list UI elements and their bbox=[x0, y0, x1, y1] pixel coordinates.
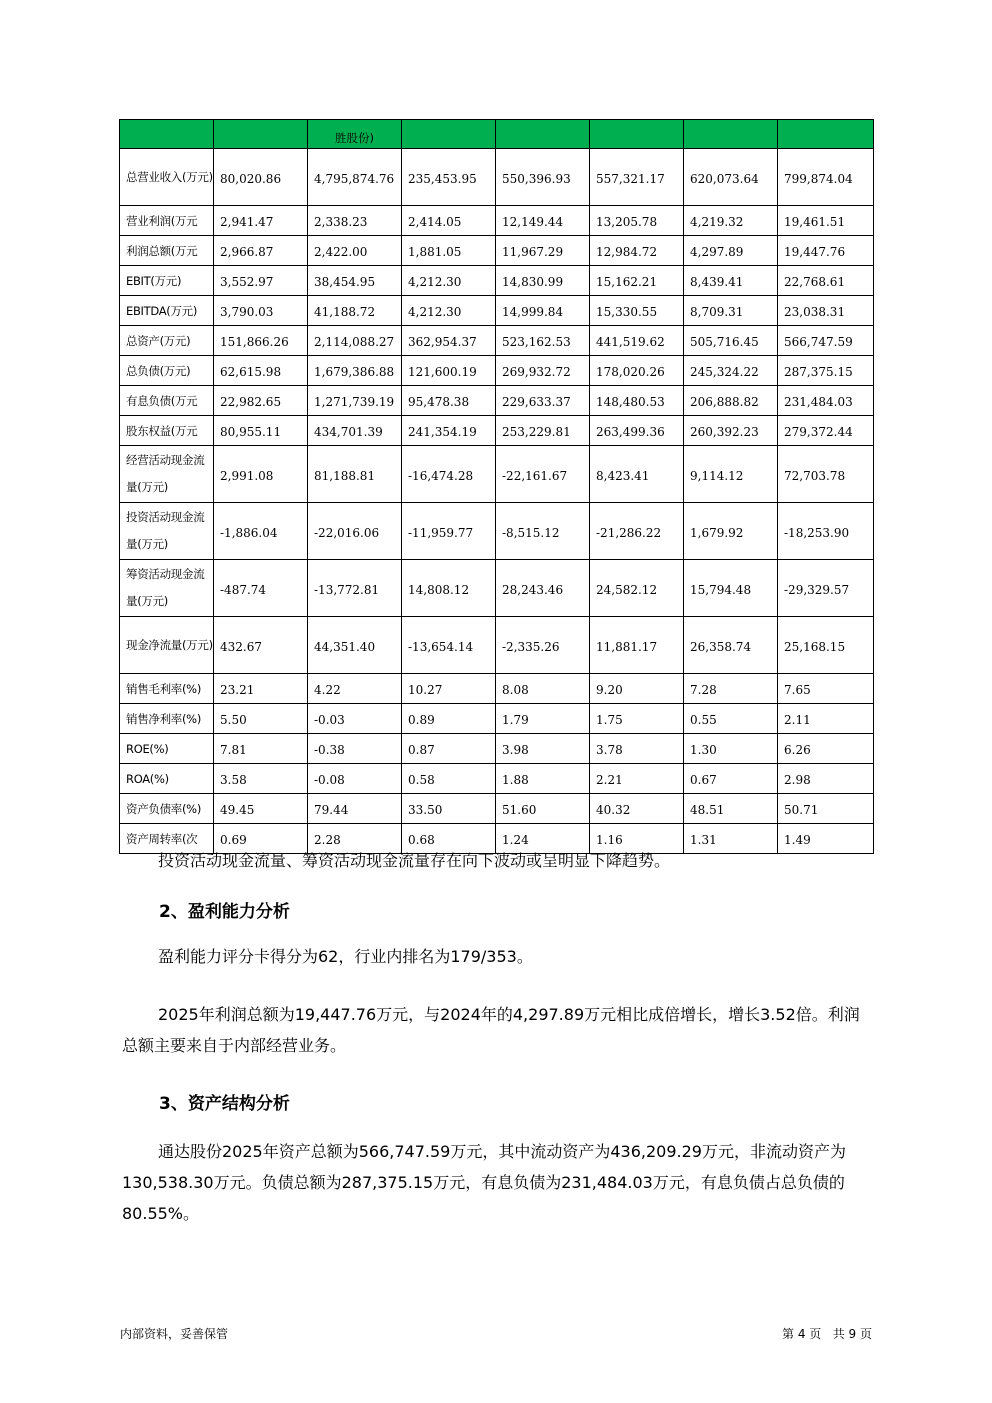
table-cell: 1.30 bbox=[684, 734, 778, 764]
table-cell: 6.26 bbox=[778, 734, 874, 764]
table-cell: 80,955.11 bbox=[214, 416, 308, 446]
table-cell: 22,982.65 bbox=[214, 386, 308, 416]
table-cell: 14,999.84 bbox=[496, 296, 590, 326]
table-cell: 260,392.23 bbox=[684, 416, 778, 446]
table-cell: 4,212.30 bbox=[402, 266, 496, 296]
table-cell: 1.79 bbox=[496, 704, 590, 734]
table-cell: 287,375.15 bbox=[778, 356, 874, 386]
table-header-row bbox=[120, 120, 874, 149]
footer-confidential-note: 内部资料，妥善保管 bbox=[120, 1327, 229, 1341]
table-cell: 1,881.05 bbox=[402, 236, 496, 266]
table-cell: 19,461.51 bbox=[778, 206, 874, 236]
table-cell: 26,358.74 bbox=[684, 617, 778, 674]
row-label: ROE(%) bbox=[120, 734, 214, 764]
table-cell: 0.58 bbox=[402, 764, 496, 794]
table-cell: 44,351.40 bbox=[308, 617, 402, 674]
table-cell: 0.89 bbox=[402, 704, 496, 734]
paragraph-asset-structure: 通达股份2025年资产总额为566,747.59万元，其中流动资产为436,209.29万元，非流动资产为130,538.30万元。负债总额为287,375.15万元，有息负债为231,484.03万元，有息负债占总负债的80.55%。 bbox=[122, 1142, 846, 1223]
table-row bbox=[120, 446, 874, 503]
table-cell: 566,747.59 bbox=[778, 326, 874, 356]
table-cell: 235,453.95 bbox=[402, 149, 496, 206]
header-cell bbox=[214, 120, 308, 149]
table-cell: 3,552.97 bbox=[214, 266, 308, 296]
header-cell bbox=[402, 120, 496, 149]
table-row bbox=[120, 674, 874, 704]
table-cell: 15,794.48 bbox=[684, 560, 778, 617]
table-cell: 25,168.15 bbox=[778, 617, 874, 674]
header-cell bbox=[496, 120, 590, 149]
table-cell: 15,162.21 bbox=[590, 266, 684, 296]
table-cell: 2,991.08 bbox=[214, 446, 308, 503]
table-cell: 38,454.95 bbox=[308, 266, 402, 296]
table-row bbox=[120, 266, 874, 296]
table-cell: 95,478.38 bbox=[402, 386, 496, 416]
table-cell: 9,114.12 bbox=[684, 446, 778, 503]
table-cell: 231,484.03 bbox=[778, 386, 874, 416]
table-row bbox=[120, 236, 874, 266]
table-cell: 2.11 bbox=[778, 704, 874, 734]
header-cell bbox=[778, 120, 874, 149]
table-cell: 1,271,739.19 bbox=[308, 386, 402, 416]
table-row bbox=[120, 149, 874, 206]
table-cell: 4,297.89 bbox=[684, 236, 778, 266]
table-cell: 4,212.30 bbox=[402, 296, 496, 326]
table-cell: 8,423.41 bbox=[590, 446, 684, 503]
footer-page-number: 第 4 页 共 9 页 bbox=[782, 1327, 872, 1341]
table-cell: 279,372.44 bbox=[778, 416, 874, 446]
row-label: 投资活动现金流量(万元) bbox=[120, 503, 214, 560]
table-cell: 245,324.22 bbox=[684, 356, 778, 386]
table-cell: -1,886.04 bbox=[214, 503, 308, 560]
table-cell: 50.71 bbox=[778, 794, 874, 824]
table-cell: 1.49 bbox=[778, 824, 874, 854]
table-cell: -0.38 bbox=[308, 734, 402, 764]
table-cell: 5.50 bbox=[214, 704, 308, 734]
table-row bbox=[120, 503, 874, 560]
table-row bbox=[120, 704, 874, 734]
table-cell: 263,499.36 bbox=[590, 416, 684, 446]
table-cell: 8,709.31 bbox=[684, 296, 778, 326]
table-cell: 1.75 bbox=[590, 704, 684, 734]
table-row bbox=[120, 734, 874, 764]
table-cell: 241,354.19 bbox=[402, 416, 496, 446]
table-cell: 505,716.45 bbox=[684, 326, 778, 356]
table-cell: 7.28 bbox=[684, 674, 778, 704]
table-cell: 0.55 bbox=[684, 704, 778, 734]
table-cell: 1,679.92 bbox=[684, 503, 778, 560]
header-cell bbox=[120, 120, 214, 149]
table-cell: 1.31 bbox=[684, 824, 778, 854]
row-label: 总营业收入(万元) bbox=[120, 149, 214, 206]
table-cell: 81,188.81 bbox=[308, 446, 402, 503]
table-cell: -21,286.22 bbox=[590, 503, 684, 560]
table-row bbox=[120, 617, 874, 674]
table-cell: 2,114,088.27 bbox=[308, 326, 402, 356]
table-cell: 3.98 bbox=[496, 734, 590, 764]
table-cell: 12,984.72 bbox=[590, 236, 684, 266]
table-cell: 1,679,386.88 bbox=[308, 356, 402, 386]
row-label: 销售毛利率(%) bbox=[120, 674, 214, 704]
header-cell: 胜股份) bbox=[308, 120, 402, 149]
table-cell: 0.87 bbox=[402, 734, 496, 764]
table-cell: 11,967.29 bbox=[496, 236, 590, 266]
table-cell: 441,519.62 bbox=[590, 326, 684, 356]
table-row bbox=[120, 560, 874, 617]
header-cell bbox=[590, 120, 684, 149]
table-cell: 80,020.86 bbox=[214, 149, 308, 206]
table-cell: 1.16 bbox=[590, 824, 684, 854]
financial-data-table bbox=[119, 119, 874, 854]
table-row bbox=[120, 206, 874, 236]
table-cell: 620,073.64 bbox=[684, 149, 778, 206]
table-cell: -13,772.81 bbox=[308, 560, 402, 617]
row-label: 利润总额(万元 bbox=[120, 236, 214, 266]
table-cell: 434,701.39 bbox=[308, 416, 402, 446]
table-cell: 2,422.00 bbox=[308, 236, 402, 266]
table-cell: 799,874.04 bbox=[778, 149, 874, 206]
table-cell: 22,768.61 bbox=[778, 266, 874, 296]
paragraph-cashflow-trend: 投资活动现金流量、筹资活动现金流量存在向下波动或呈明显下降趋势。 bbox=[158, 851, 671, 870]
row-label: 资产负债率(%) bbox=[120, 794, 214, 824]
table-cell: 23.21 bbox=[214, 674, 308, 704]
row-label: 筹资活动现金流量(万元) bbox=[120, 560, 214, 617]
table-cell: 48.51 bbox=[684, 794, 778, 824]
table-cell: -13,654.14 bbox=[402, 617, 496, 674]
table-cell: 557,321.17 bbox=[590, 149, 684, 206]
row-label: 股东权益(万元 bbox=[120, 416, 214, 446]
table-cell: 4,219.32 bbox=[684, 206, 778, 236]
table-row bbox=[120, 296, 874, 326]
table-cell: 121,600.19 bbox=[402, 356, 496, 386]
row-label: 总负债(万元) bbox=[120, 356, 214, 386]
table-cell: -29,329.57 bbox=[778, 560, 874, 617]
table-cell: 28,243.46 bbox=[496, 560, 590, 617]
table-row bbox=[120, 794, 874, 824]
table-cell: 24,582.12 bbox=[590, 560, 684, 617]
paragraph-profit-growth: 2025年利润总额为19,447.76万元，与2024年的4,297.89万元相比成倍增长，增长3.52倍。利润总额主要来自于内部经营业务。 bbox=[122, 1005, 860, 1055]
table-cell: 0.68 bbox=[402, 824, 496, 854]
table-cell: 19,447.76 bbox=[778, 236, 874, 266]
table-cell: 2,966.87 bbox=[214, 236, 308, 266]
table-cell: 23,038.31 bbox=[778, 296, 874, 326]
table-cell: 7.81 bbox=[214, 734, 308, 764]
table-cell: -8,515.12 bbox=[496, 503, 590, 560]
table-cell: 3.78 bbox=[590, 734, 684, 764]
table-cell: 33.50 bbox=[402, 794, 496, 824]
table-cell: 8.08 bbox=[496, 674, 590, 704]
table-row bbox=[120, 386, 874, 416]
table-cell: 8,439.41 bbox=[684, 266, 778, 296]
table-cell: 3.58 bbox=[214, 764, 308, 794]
row-label: 营业利润(万元 bbox=[120, 206, 214, 236]
table-cell: -16,474.28 bbox=[402, 446, 496, 503]
table-cell: 523,162.53 bbox=[496, 326, 590, 356]
section-heading-asset-structure: 3、资产结构分析 bbox=[159, 1094, 290, 1114]
table-cell: -487.74 bbox=[214, 560, 308, 617]
table-cell: 15,330.55 bbox=[590, 296, 684, 326]
table-cell: -18,253.90 bbox=[778, 503, 874, 560]
table-cell: 13,205.78 bbox=[590, 206, 684, 236]
section-heading-profitability: 2、盈利能力分析 bbox=[159, 902, 290, 922]
table-row bbox=[120, 764, 874, 794]
table-cell: 1.88 bbox=[496, 764, 590, 794]
row-label: 总资产(万元) bbox=[120, 326, 214, 356]
table-cell: 253,229.81 bbox=[496, 416, 590, 446]
table-cell: 0.69 bbox=[214, 824, 308, 854]
table-row bbox=[120, 356, 874, 386]
table-cell: 206,888.82 bbox=[684, 386, 778, 416]
paragraph-profitability-score: 盈利能力评分卡得分为62，行业内排名为179/353。 bbox=[158, 947, 533, 966]
table-row bbox=[120, 416, 874, 446]
table-cell: -22,016.06 bbox=[308, 503, 402, 560]
table-cell: 148,480.53 bbox=[590, 386, 684, 416]
row-label: 销售净利率(%) bbox=[120, 704, 214, 734]
row-label: EBIT(万元) bbox=[120, 266, 214, 296]
table-cell: 72,703.78 bbox=[778, 446, 874, 503]
table-row bbox=[120, 326, 874, 356]
table-cell: 0.67 bbox=[684, 764, 778, 794]
table-cell: -2,335.26 bbox=[496, 617, 590, 674]
header-cell bbox=[684, 120, 778, 149]
table-cell: 12,149.44 bbox=[496, 206, 590, 236]
table-cell: 41,188.72 bbox=[308, 296, 402, 326]
table-cell: 550,396.93 bbox=[496, 149, 590, 206]
table-cell: -0.03 bbox=[308, 704, 402, 734]
table-cell: 4,795,874.76 bbox=[308, 149, 402, 206]
table-cell: 178,020.26 bbox=[590, 356, 684, 386]
table-cell: 9.20 bbox=[590, 674, 684, 704]
table-cell: 49.45 bbox=[214, 794, 308, 824]
table-cell: 14,808.12 bbox=[402, 560, 496, 617]
table-cell: 10.27 bbox=[402, 674, 496, 704]
table-cell: 362,954.37 bbox=[402, 326, 496, 356]
table-cell: 7.65 bbox=[778, 674, 874, 704]
table-cell: 2,338.23 bbox=[308, 206, 402, 236]
table-cell: 1.24 bbox=[496, 824, 590, 854]
table-cell: 3,790.03 bbox=[214, 296, 308, 326]
row-label: EBITDA(万元) bbox=[120, 296, 214, 326]
table-cell: 2.98 bbox=[778, 764, 874, 794]
table-cell: 151,866.26 bbox=[214, 326, 308, 356]
row-label: 有息负债(万元 bbox=[120, 386, 214, 416]
row-label: ROA(%) bbox=[120, 764, 214, 794]
table-cell: -0.08 bbox=[308, 764, 402, 794]
table-cell: 4.22 bbox=[308, 674, 402, 704]
table-cell: -11,959.77 bbox=[402, 503, 496, 560]
table-cell: 62,615.98 bbox=[214, 356, 308, 386]
table-cell: 2.28 bbox=[308, 824, 402, 854]
table-cell: 79.44 bbox=[308, 794, 402, 824]
table-cell: 432.67 bbox=[214, 617, 308, 674]
table-cell: 2.21 bbox=[590, 764, 684, 794]
table-cell: 11,881.17 bbox=[590, 617, 684, 674]
table-cell: 14,830.99 bbox=[496, 266, 590, 296]
row-label: 现金净流量(万元) bbox=[120, 617, 214, 674]
table-cell: 229,633.37 bbox=[496, 386, 590, 416]
row-label: 经营活动现金流量(万元) bbox=[120, 446, 214, 503]
table-cell: 269,932.72 bbox=[496, 356, 590, 386]
table-cell: 2,941.47 bbox=[214, 206, 308, 236]
table-cell: -22,161.67 bbox=[496, 446, 590, 503]
table-cell: 2,414.05 bbox=[402, 206, 496, 236]
row-label: 资产周转率(次 bbox=[120, 824, 214, 854]
table-cell: 40.32 bbox=[590, 794, 684, 824]
table-cell: 51.60 bbox=[496, 794, 590, 824]
